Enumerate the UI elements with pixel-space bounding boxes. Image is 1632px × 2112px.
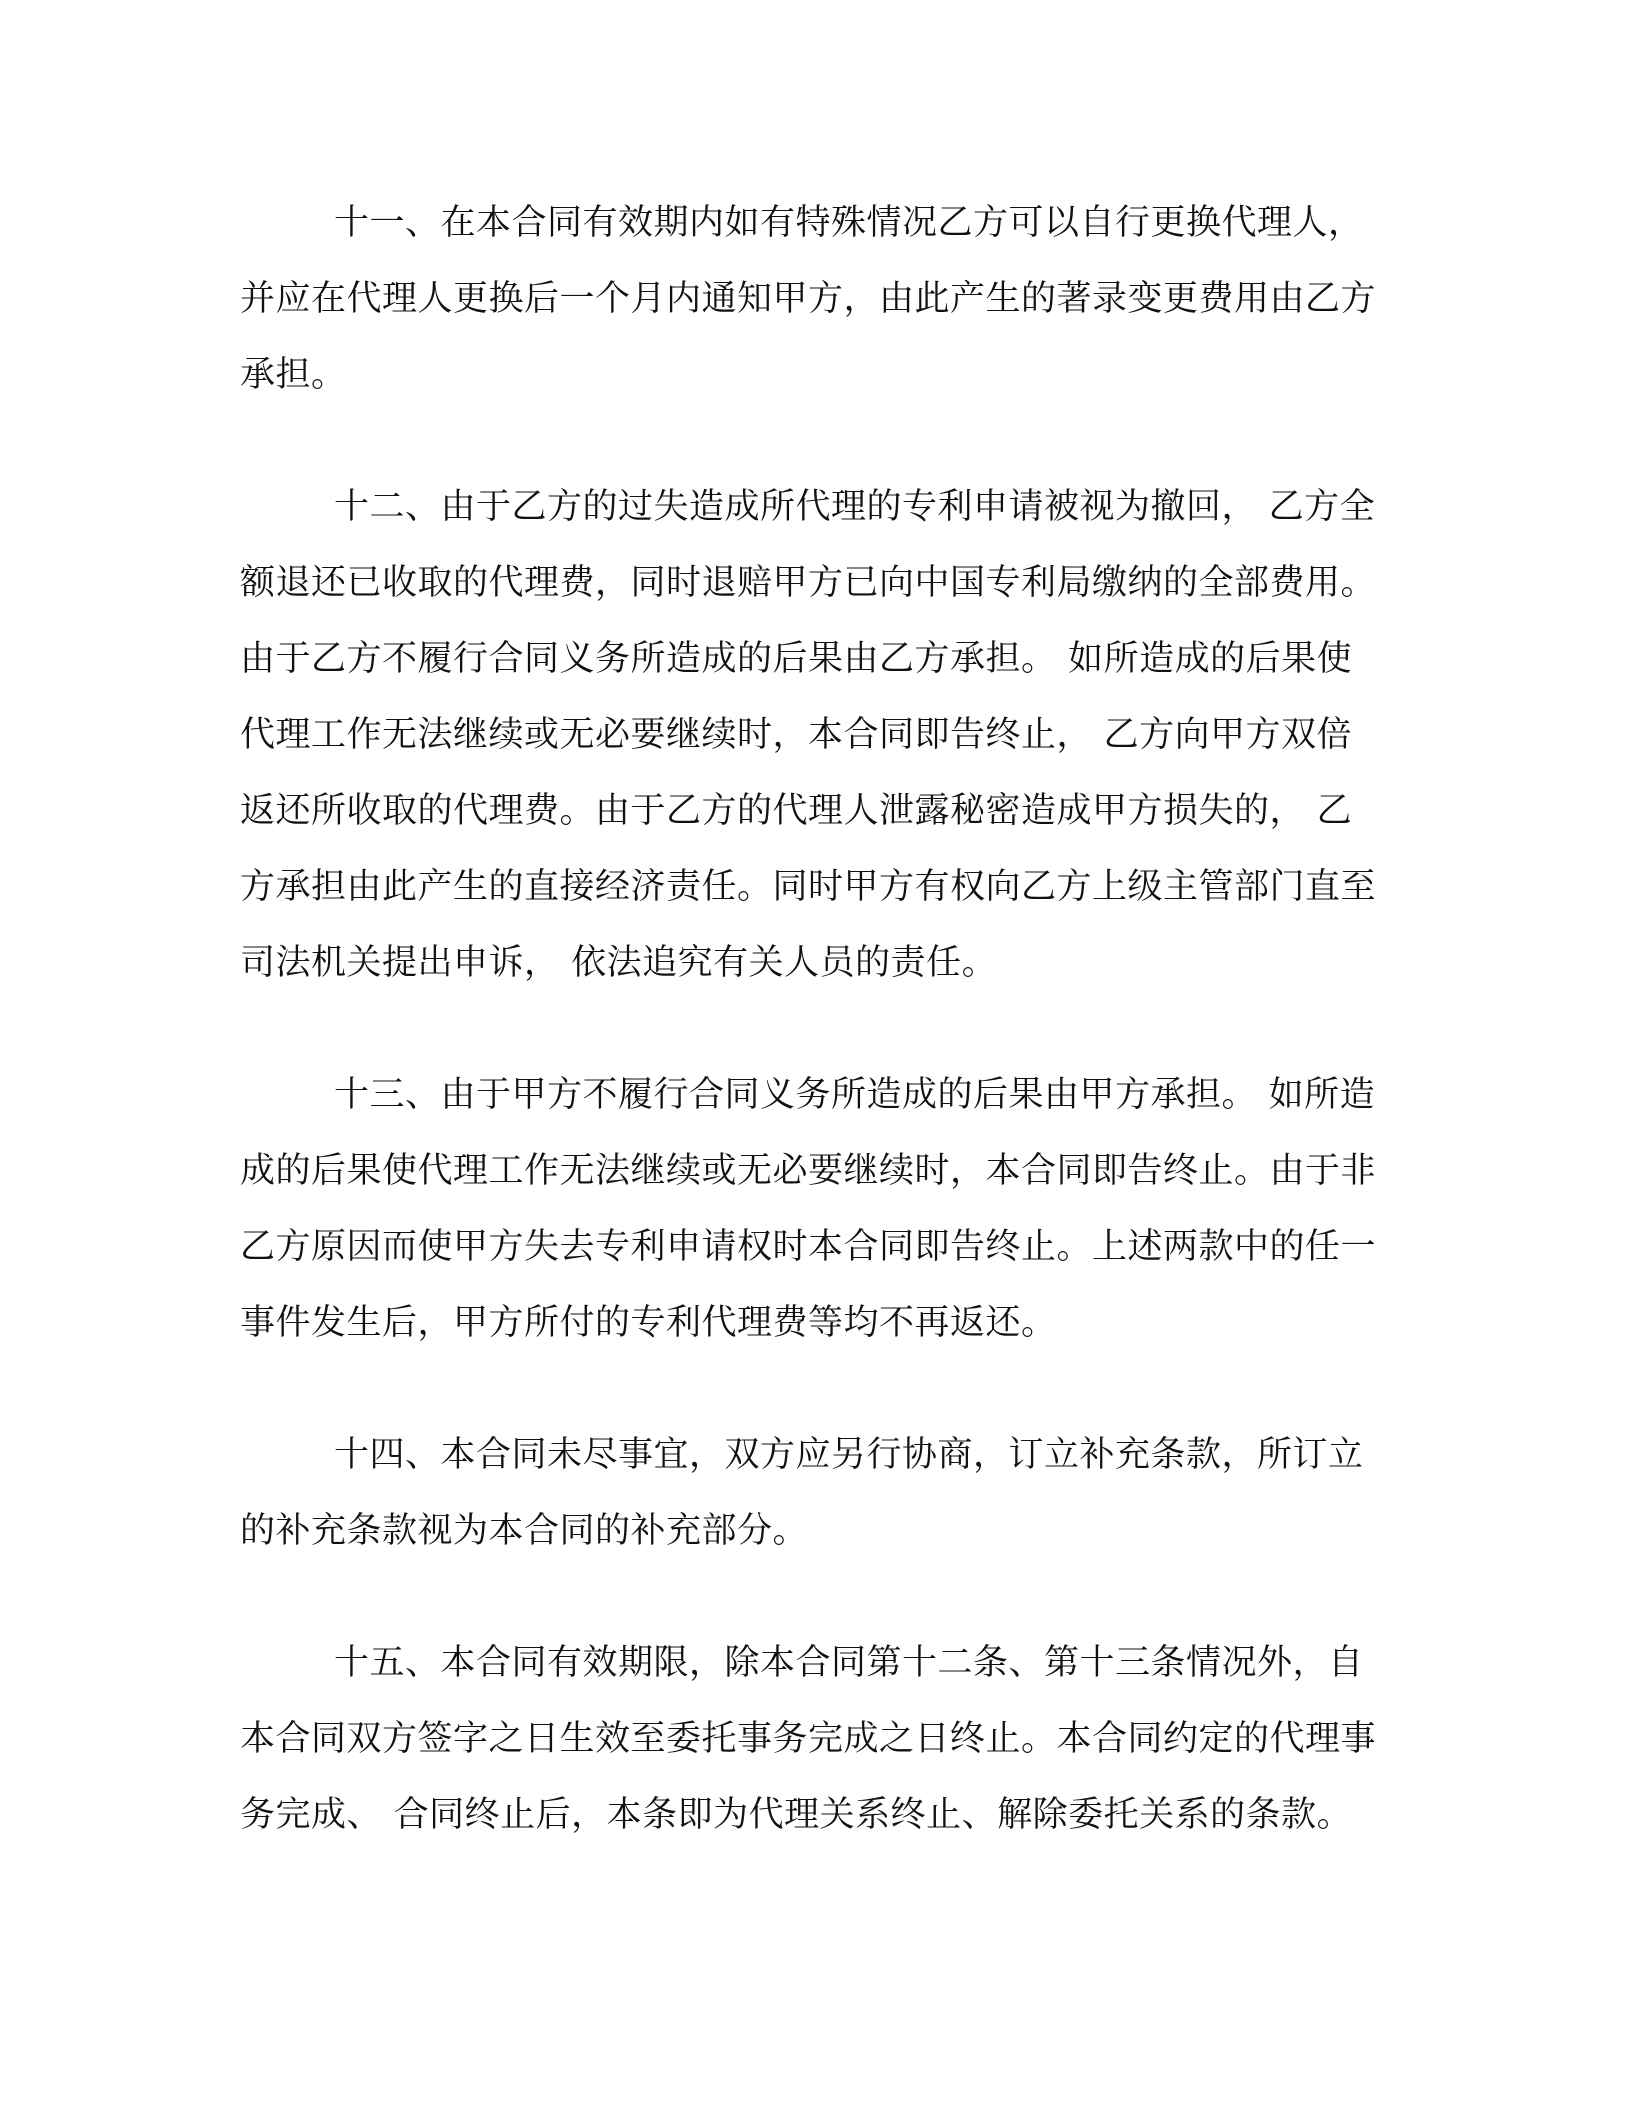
clause-14: 十四、本合同未尽事宜，双方应另行协商，订立补充条款，所订立的补充条款视为本合同的补充部分。: [240, 1435, 1364, 1551]
clause-13: 十三、由于甲方不履行合同义务所造成的后果由甲方承担。 如所造成的后果使代理工作无法继续或无必要继续时，本合同即告终止。由于非乙方原因而使甲方失去专利申请权时本合同即告终止。上述两款中的任一事件发生后，甲方所付的专利代理费等均不再返还。: [240, 1075, 1377, 1343]
clause-15: 十五、本合同有效期限，除本合同第十二条、第十三条情况外，自本合同双方签字之日生效至委托事务完成之日终止。本合同约定的代理事务完成、 合同终止后，本条即为代理关系终止、解除委托关系的条款。: [240, 1643, 1377, 1835]
clause-11: 十一、在本合同有效期内如有特殊情况乙方可以自行更换代理人，并应在代理人更换后一个月内通知甲方，由此产生的著录变更费用由乙方承担。: [240, 203, 1377, 395]
clause-12: 十二、由于乙方的过失造成所代理的专利申请被视为撤回， 乙方全额退还已收取的代理费，同时退赔甲方已向中国专利局缴纳的全部费用。由于乙方不履行合同义务所造成的后果由乙方承担。 如所造成的后果使代理工作无法继续或无必要继续时，本合同即告终止， 乙方向甲方双倍返还所收取的代理费。由于乙方的代理人泄露秘密造成甲方损失的， 乙方承担由此产生的直接经济责任。同时甲方有权向乙方上级主管部门直至司法机关提出申诉， 依法追究有关人员的责任。: [240, 487, 1377, 983]
document-body: [240, 185, 1380, 1853]
